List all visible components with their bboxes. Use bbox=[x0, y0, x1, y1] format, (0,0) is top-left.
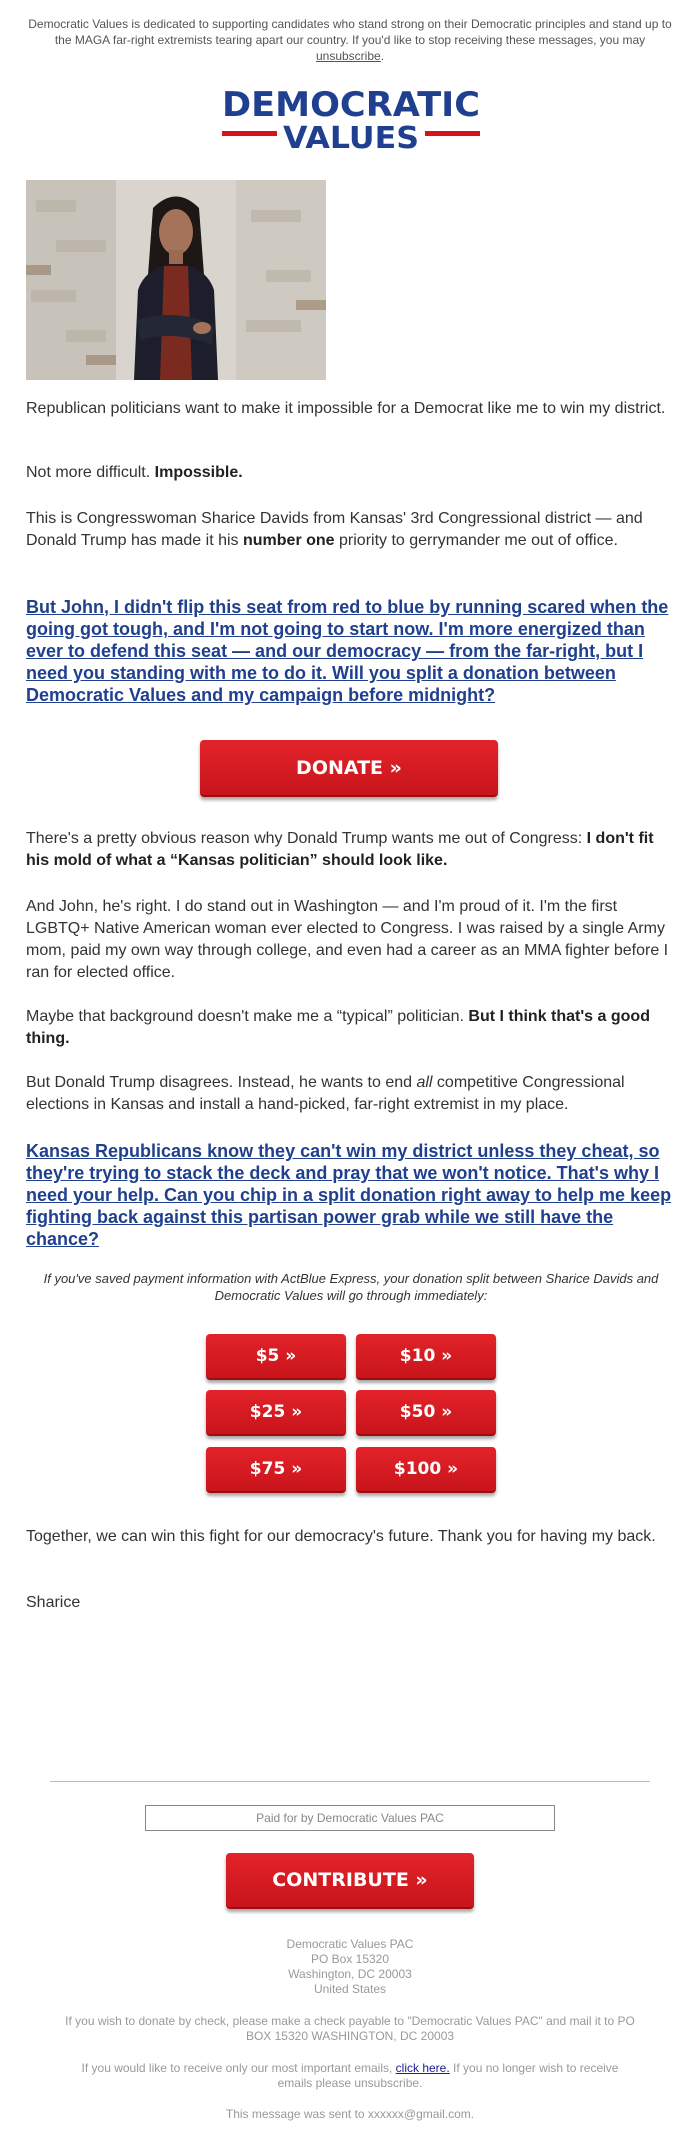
paragraph-7-text-c: competitive Congressional elections in Kansas and install a hand-picked, far-right extremist in my place. bbox=[26, 1074, 625, 1113]
donate-10-button[interactable]: $10 » bbox=[356, 1334, 496, 1380]
paragraph-2 bbox=[26, 462, 676, 484]
donate-100-button[interactable]: $100 » bbox=[356, 1447, 496, 1493]
paragraph-3-bold: number one bbox=[243, 532, 335, 549]
paragraph-3 bbox=[26, 508, 676, 552]
logo-red-bar-left bbox=[222, 131, 277, 136]
email-preferences-note bbox=[75, 2061, 625, 2091]
address-line-3: Washington, DC 20003 bbox=[288, 1967, 412, 1981]
footer-address bbox=[40, 1937, 660, 1997]
preferences-text-a: If you would like to receive only our most important emails, bbox=[81, 2061, 396, 2075]
address-line-4: United States bbox=[313, 1982, 387, 1996]
preheader bbox=[20, 16, 680, 64]
unsubscribe-link[interactable]: unsubscribe bbox=[315, 49, 381, 63]
paragraph-4-bold: I don't fit his mold of what a “Kansas politician” should look like. bbox=[26, 830, 654, 869]
address-line-1: Democratic Values PAC bbox=[286, 1937, 414, 1951]
paragraph-6-text: Maybe that background doesn't make me a “typical” politician. bbox=[26, 1008, 469, 1025]
contribute-button[interactable]: CONTRIBUTE » bbox=[226, 1853, 474, 1909]
paragraph-2-text: Not more difficult. bbox=[26, 464, 155, 481]
sent-to-note: This message was sent to xxxxxx@gmail.com. bbox=[225, 2107, 475, 2121]
logo-line1: DEMOCRATIC bbox=[222, 86, 480, 125]
paragraph-7-italic: all bbox=[416, 1074, 433, 1091]
paid-for-disclaimer: Paid for by Democratic Values PAC bbox=[145, 1805, 555, 1831]
check-donation-note: If you wish to donate by check, please make a check payable to "Democratic Values PAC" and mail it to PO BOX 15320 WASHINGTON, DC 20003 bbox=[65, 2014, 635, 2043]
actblue-note: If you've saved payment information with ActBlue Express, your donation split between Sharice Davids and Democratic Values will go through immediately: bbox=[43, 1271, 659, 1303]
paragraph-7 bbox=[26, 1072, 676, 1116]
click-here-link[interactable]: click here. bbox=[395, 2061, 450, 2075]
paragraph-1: Republican politicians want to make it impossible for a Democrat like me to win my district. bbox=[26, 400, 666, 417]
democratic-values-logo bbox=[220, 86, 482, 156]
donate-50-button[interactable]: $50 » bbox=[356, 1390, 496, 1436]
logo-line2: VALUES bbox=[283, 121, 419, 156]
paragraph-8: Together, we can win this fight for our democracy's future. Thank you for having my back. bbox=[26, 1528, 656, 1545]
preheader-end: . bbox=[380, 49, 385, 63]
paragraph-6 bbox=[26, 1006, 676, 1050]
paragraph-7-text-a: But Donald Trump disagrees. Instead, he wants to end bbox=[26, 1074, 417, 1091]
signoff: Sharice bbox=[26, 1594, 81, 1611]
portrait-photo bbox=[26, 180, 326, 380]
donate-5-button[interactable]: $5 » bbox=[206, 1334, 346, 1380]
donate-75-button[interactable]: $75 » bbox=[206, 1447, 346, 1493]
paragraph-5: And John, he's right. I do stand out in Washington — and I'm proud of it. I'm the first LGBTQ+ Native American woman ever elected to Congress. I was raised by a single Army mom, paid my own way through college, and even had a career as an MMA fighter before I ran for elected office. bbox=[26, 898, 669, 981]
paragraph-6-bold: But I think that's a good thing. bbox=[26, 1008, 650, 1047]
address-line-2: PO Box 15320 bbox=[310, 1952, 390, 1966]
paragraph-2-bold: Impossible. bbox=[154, 464, 243, 481]
logo-red-bar-right bbox=[425, 131, 480, 136]
preheader-text: Democratic Values is dedicated to supporting candidates who stand strong on their Democratic principles and stand up to the MAGA far-right extremists tearing apart our country. If you'd like to stop receiving these messages, you may bbox=[28, 17, 672, 47]
paragraph-3-text-c: priority to gerrymander me out of office. bbox=[334, 532, 618, 549]
paragraph-3-text-a: This is Congresswoman Sharice Davids from Kansas' 3rd Congressional district — and Donald Trump has made it his bbox=[26, 510, 643, 549]
donate-callout-link-1[interactable]: But John, I didn't flip this seat from red to blue by running scared when the going got tough, and I'm not going to start now. I'm more energized than ever to defend this seat — and our democracy — from the far-right, but I need you standing with me to do it. Will you split a donation between Democratic Values and my campaign before midnight? bbox=[26, 597, 669, 705]
preferences-text-b: If you no longer wish to receive emails please unsubscribe. bbox=[277, 2061, 619, 2090]
paragraph-4 bbox=[26, 828, 676, 872]
footer-divider bbox=[50, 1781, 650, 1782]
donate-callout-link-2[interactable]: Kansas Republicans know they can't win my district unless they cheat, so they're trying to stack the deck and pray that we won't notice. That's why I need your help. Can you chip in a split donation right away to help me keep fighting back against this partisan power grab while we still have the chance? bbox=[26, 1141, 672, 1249]
donate-button[interactable]: DONATE » bbox=[200, 740, 498, 797]
donate-25-button[interactable]: $25 » bbox=[206, 1390, 346, 1436]
paragraph-4-text: There's a pretty obvious reason why Donald Trump wants me out of Congress: bbox=[26, 830, 587, 847]
